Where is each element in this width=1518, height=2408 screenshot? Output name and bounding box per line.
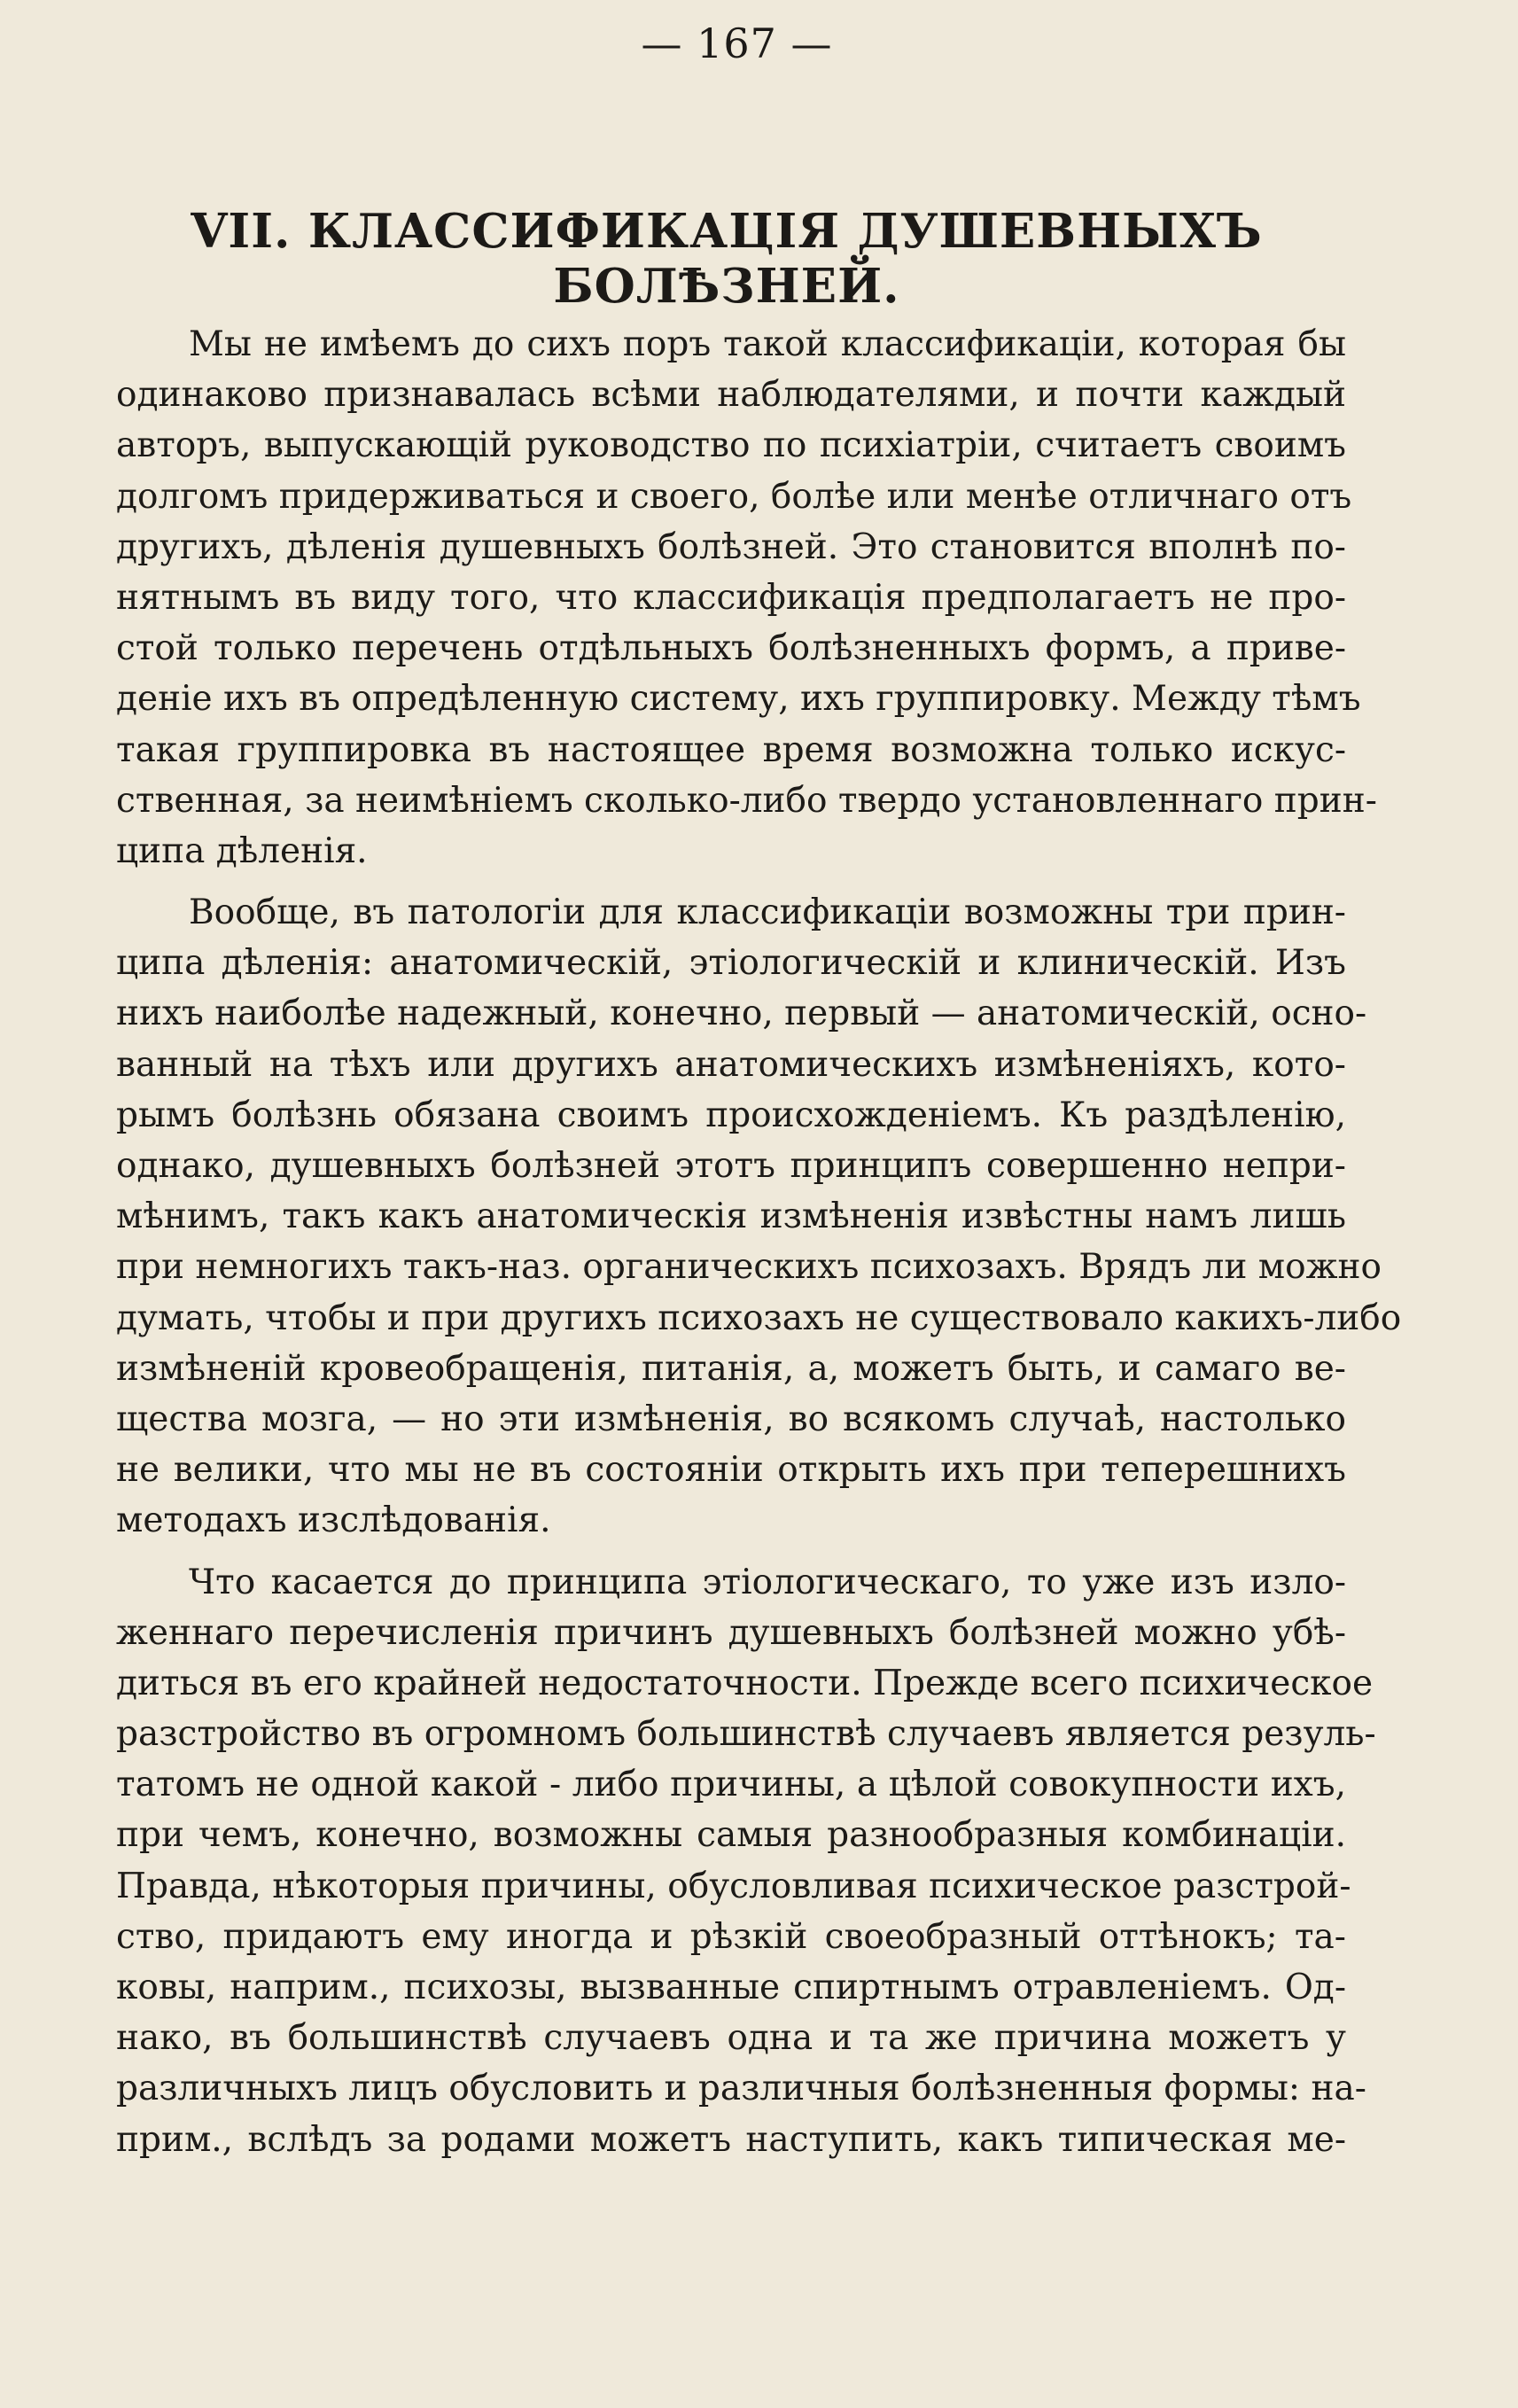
text-line: методахъ изслѣдованія. — [116, 1500, 551, 1541]
text-line: Правда, нѣкоторыя причины, обусловливая психическое разстрой- — [116, 1866, 1351, 1906]
text-line: нятнымъ въ виду того, что классификація предполагаетъ не про- — [116, 577, 1346, 618]
text-line: авторъ, выпускающій руководство по психіатріи, считаетъ своимъ — [116, 425, 1346, 466]
text-line: измѣненій кровеобращенія, питанія, а, можетъ быть, и самаго ве- — [116, 1348, 1346, 1389]
text-line: Вообще, въ патологіи для классификаціи возможны три прин- — [189, 892, 1346, 933]
text-line: различныхъ лицъ обусловить и различныя болѣзненныя формы: на- — [116, 2069, 1366, 2109]
text-line: татомъ не одной какой - либо причины, а цѣлой совокупности ихъ, — [116, 1765, 1346, 1805]
text-line: ственная, за неимѣніемъ сколько-либо твердо установленнаго прин- — [116, 780, 1377, 821]
chapter-title: VII. КЛАССИФИКАЦІЯ ДУШЕВНЫХЪ БОЛѢЗНЕЙ. — [191, 204, 1263, 314]
text-line: однако, душевныхъ болѣзней этотъ принципъ совершенно непри- — [116, 1146, 1346, 1186]
text-line: не велики, что мы не въ состояніи открыть ихъ при теперешнихъ — [116, 1450, 1346, 1491]
text-line: Что касается до принципа этіологическаго, то уже изъ изло- — [189, 1562, 1346, 1602]
text-line: ципа дѣленія. — [116, 830, 368, 871]
text-line: деніе ихъ въ опредѣленную систему, ихъ группировку. Между тѣмъ — [116, 679, 1361, 720]
text-line: одинаково признавалась всѣми наблюдателями, и почти каждый — [116, 375, 1346, 416]
text-line: нихъ наиболѣе надежный, конечно, первый — анатомическій, осно- — [116, 994, 1367, 1034]
text-line: такая группировка въ настоящее время возможна только искус- — [116, 729, 1346, 770]
text-line: при чемъ, конечно, возможны самыя разнообразныя комбинаціи. — [116, 1815, 1346, 1856]
text-line: диться въ его крайней недостаточности. Прежде всего психическое — [116, 1663, 1374, 1703]
text-line: рымъ болѣзнь обязана своимъ происхожденіемъ. Къ раздѣленію, — [116, 1095, 1346, 1135]
text-line: другихъ, дѣленія душевныхъ болѣзней. Это становится вполнѣ по- — [116, 526, 1346, 567]
body-text — [116, 319, 1402, 2165]
text-line: долгомъ придерживаться и своего, болѣе или менѣе отличнаго отъ — [116, 476, 1352, 517]
text-line: ковы, наприм., психозы, вызванные спиртнымъ отравленіемъ. Од- — [116, 1968, 1346, 2007]
page-number: — 167 — — [641, 19, 833, 67]
text-line: разстройство въ огромномъ большинствѣ случаевъ является резуль- — [116, 1714, 1376, 1755]
text-line: Мы не имѣемъ до сихъ поръ такой классификаціи, которая бы — [189, 324, 1346, 364]
text-line: нако, въ большинствѣ случаевъ одна и та же причина можетъ у — [116, 2018, 1346, 2059]
text-line: прим., вслѣдъ за родами можетъ наступить, какъ типическая ме- — [116, 2119, 1346, 2160]
text-line: ципа дѣленія: анатомическій, этіологическій и клиническій. Изъ — [116, 943, 1346, 984]
text-line: щества мозга, — но эти измѣненія, во всякомъ случаѣ, настолько — [116, 1399, 1346, 1439]
text-line: ство, придаютъ ему иногда и рѣзкій своеобразный оттѣнокъ; та- — [116, 1916, 1346, 1957]
text-line: ванный на тѣхъ или другихъ анатомическихъ измѣненіяхъ, кото- — [116, 1044, 1346, 1085]
text-line: женнаго перечисленія причинъ душевныхъ болѣзней можно убѣ- — [116, 1612, 1346, 1653]
text-line: стой только перечень отдѣльныхъ болѣзненныхъ формъ, а приве- — [116, 628, 1346, 669]
text-line: при немногихъ такъ-наз. органическихъ психозахъ. Врядъ ли можно — [116, 1247, 1382, 1288]
text-line: думать, чтобы и при другихъ психозахъ не существовало какихъ-либо — [116, 1298, 1402, 1338]
text-line: мѣнимъ, такъ какъ анатомическія измѣненія извѣстны намъ лишь — [116, 1196, 1346, 1237]
